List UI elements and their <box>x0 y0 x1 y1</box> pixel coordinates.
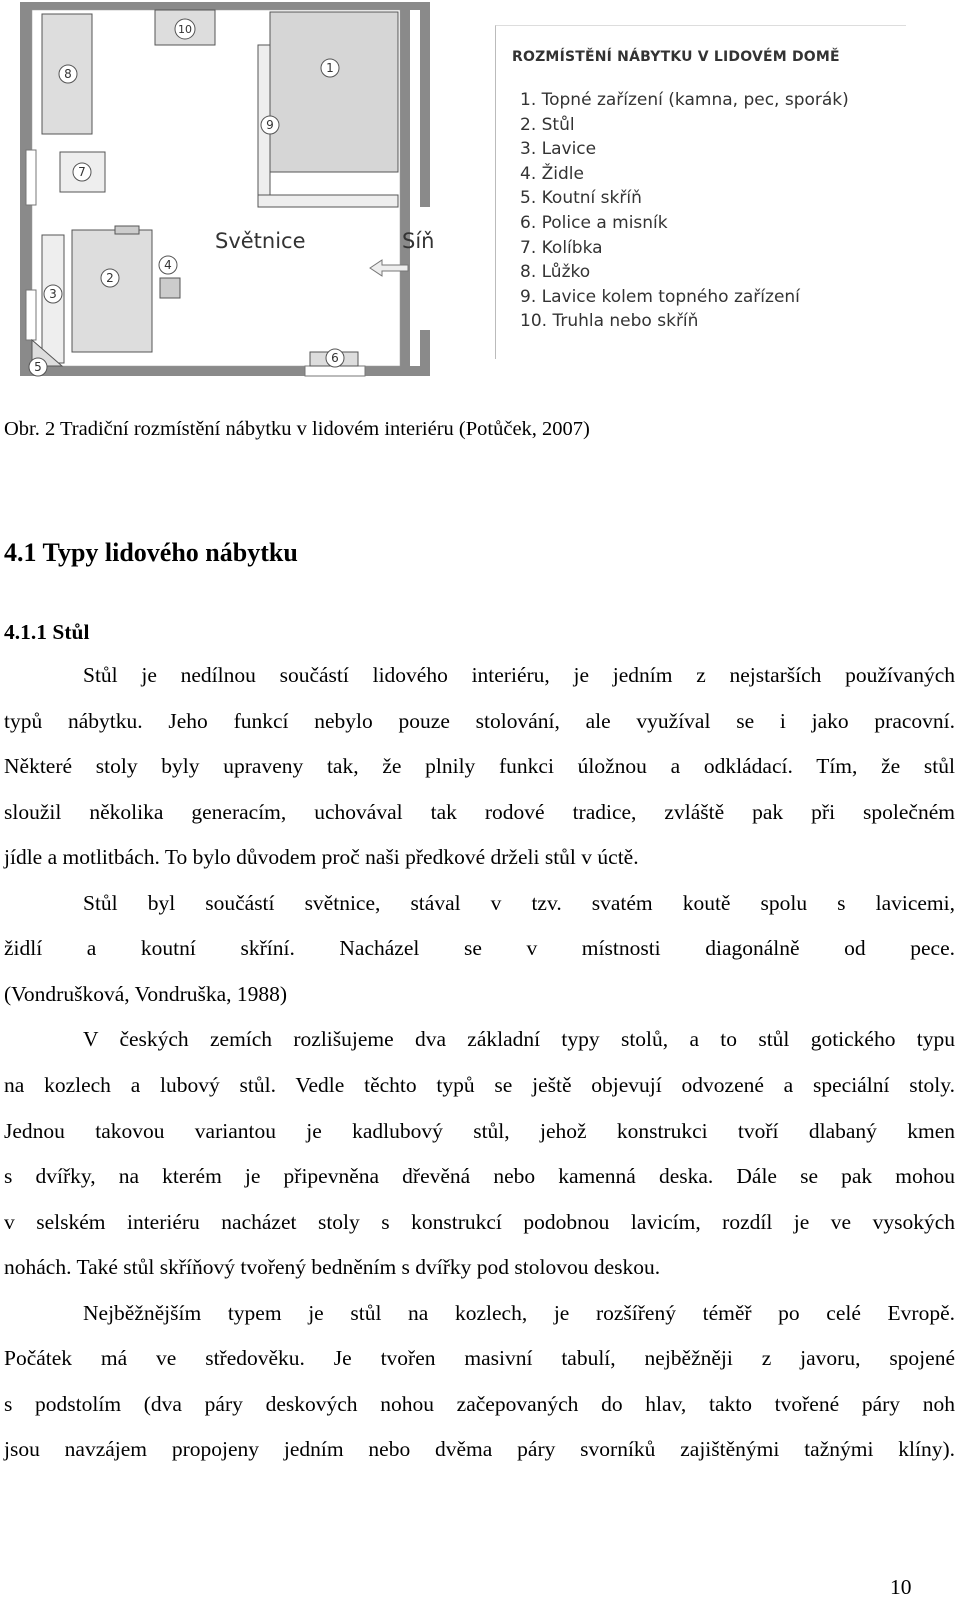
paragraph-line: na kozlech a lubový stůl. Vedle těchto typů se ještě objevují odvozené a speciální stoly. <box>4 1073 955 1097</box>
svg-text:3: 3 <box>49 287 57 301</box>
paragraph-line: jsou navzájem propojeny jedním nebo dvěma páry svorníků zajištěnými tažnými klíny). <box>4 1437 955 1461</box>
marker-10 <box>175 19 195 39</box>
svg-text:1: 1 <box>326 61 334 75</box>
legend-item: 8. Lůžko <box>520 262 591 283</box>
paragraph-line: typů nábytku. Jeho funkcí nebylo pouze stolování, ale využíval se i jako pracovní. <box>4 709 955 733</box>
hall-label: Síň <box>402 229 435 253</box>
svg-text:9: 9 <box>266 118 274 132</box>
paragraph-line: sloužil několika generacím, uchovával tak rodové tradice, zvláště pak při společném <box>4 800 955 824</box>
legend-box <box>495 25 906 359</box>
paragraph-line: Stůl je nedílnou součástí lidového interiéru, je jedním z nejstarších používaných <box>83 663 955 687</box>
marker-4 <box>159 256 177 274</box>
paragraph-line: jídle a motlitbách. To bylo důvodem proč naši předkové drželi stůl v úctě. <box>4 845 639 869</box>
paragraph-line: Jednou takovou variantou je kadlubový stůl, jehož konstrukci tvoří dlabaný kmen <box>4 1119 955 1143</box>
paragraph-line: Stůl byl součástí světnice, stával v tzv. svatém koutě spolu s lavicemi, <box>83 891 955 915</box>
legend-title: ROZMÍSTĚNÍ NÁBYTKU V LIDOVÉM DOMĚ <box>512 49 840 65</box>
svg-text:6: 6 <box>331 351 339 365</box>
marker-9 <box>261 116 279 134</box>
paragraph-line: v selském interiéru nacházet stoly s konstrukcí podobnou lavicím, rozdíl je ve vysokých <box>4 1210 955 1234</box>
page-number: 10 <box>890 1575 912 1599</box>
svg-text:4: 4 <box>164 258 172 272</box>
svg-text:10: 10 <box>178 23 192 36</box>
stove-shape <box>270 12 398 172</box>
legend-item: 9. Lavice kolem topného zařízení <box>520 286 800 307</box>
marker-3 <box>44 285 62 303</box>
legend-item: 1. Topné zařízení (kamna, pec, sporák) <box>520 90 849 110</box>
legend-list <box>520 88 849 334</box>
svg-text:8: 8 <box>64 67 72 81</box>
paragraph-line: s podstolím (dva páry deskových nohou začepovaných do hlav, takto tvořené páry noh <box>4 1392 955 1416</box>
paragraph-line: nohách. Také stůl skříňový tvořený bedněním s dvířky pod stolovou deskou. <box>4 1255 661 1279</box>
paragraph-line: židlí a koutní skříní. Nacházel se v místnosti diagonálně od pece. <box>4 936 955 960</box>
svg-text:2: 2 <box>106 271 114 285</box>
marker-1 <box>321 59 339 77</box>
legend-item: 4. Židle <box>520 163 584 184</box>
paragraph-line: (Vondrušková, Vondruška, 1988) <box>4 982 288 1006</box>
paragraph-line: s dvířky, na kterém je připevněna dřevěná nebo kamenná deska. Dále se pak mohou <box>4 1164 955 1188</box>
svg-text:7: 7 <box>78 165 86 179</box>
paragraph-line: Počátek má ve středověku. Je tvořen masivní tabulí, nejběžněji z javoru, spojené <box>4 1346 955 1370</box>
legend-item: 3. Lavice <box>520 139 597 160</box>
paragraph-line: V českých zemích rozlišujeme dva základní typy stolů, a to stůl gotického typu <box>83 1027 955 1051</box>
svg-text:5: 5 <box>34 360 42 374</box>
figure-caption: Obr. 2 Tradiční rozmístění nábytku v lidovém interiéru (Potůček, 2007) <box>4 418 590 440</box>
legend-item: 2. Stůl <box>520 114 575 135</box>
subsection-heading: 4.1.1 Stůl <box>4 620 90 644</box>
paragraph-line: Nejběžnějším typem je stůl na kozlech, je rozšířený téměř po celé Evropě. <box>83 1301 955 1325</box>
floor-plan-figure <box>0 0 490 385</box>
marker-5 <box>29 358 47 376</box>
marker-2 <box>101 269 119 287</box>
chair-shape <box>160 278 180 298</box>
paragraph-line: Některé stoly byly upraveny tak, že plnily funkci úložnou a odkládací. Tím, že stůl <box>4 754 955 778</box>
table-shape <box>72 230 152 352</box>
section-heading: 4.1 Typy lidového nábytku <box>4 538 298 567</box>
legend-item: 10. Truhla nebo skříň <box>520 311 699 332</box>
marker-6 <box>326 349 344 367</box>
legend-item: 5. Koutní skříň <box>520 188 642 209</box>
room-label: Světnice <box>215 229 306 253</box>
legend-item: 7. Kolíbka <box>520 237 603 258</box>
marker-8 <box>59 65 77 83</box>
legend-item: 6. Police a misník <box>520 212 668 233</box>
marker-7 <box>73 163 91 181</box>
